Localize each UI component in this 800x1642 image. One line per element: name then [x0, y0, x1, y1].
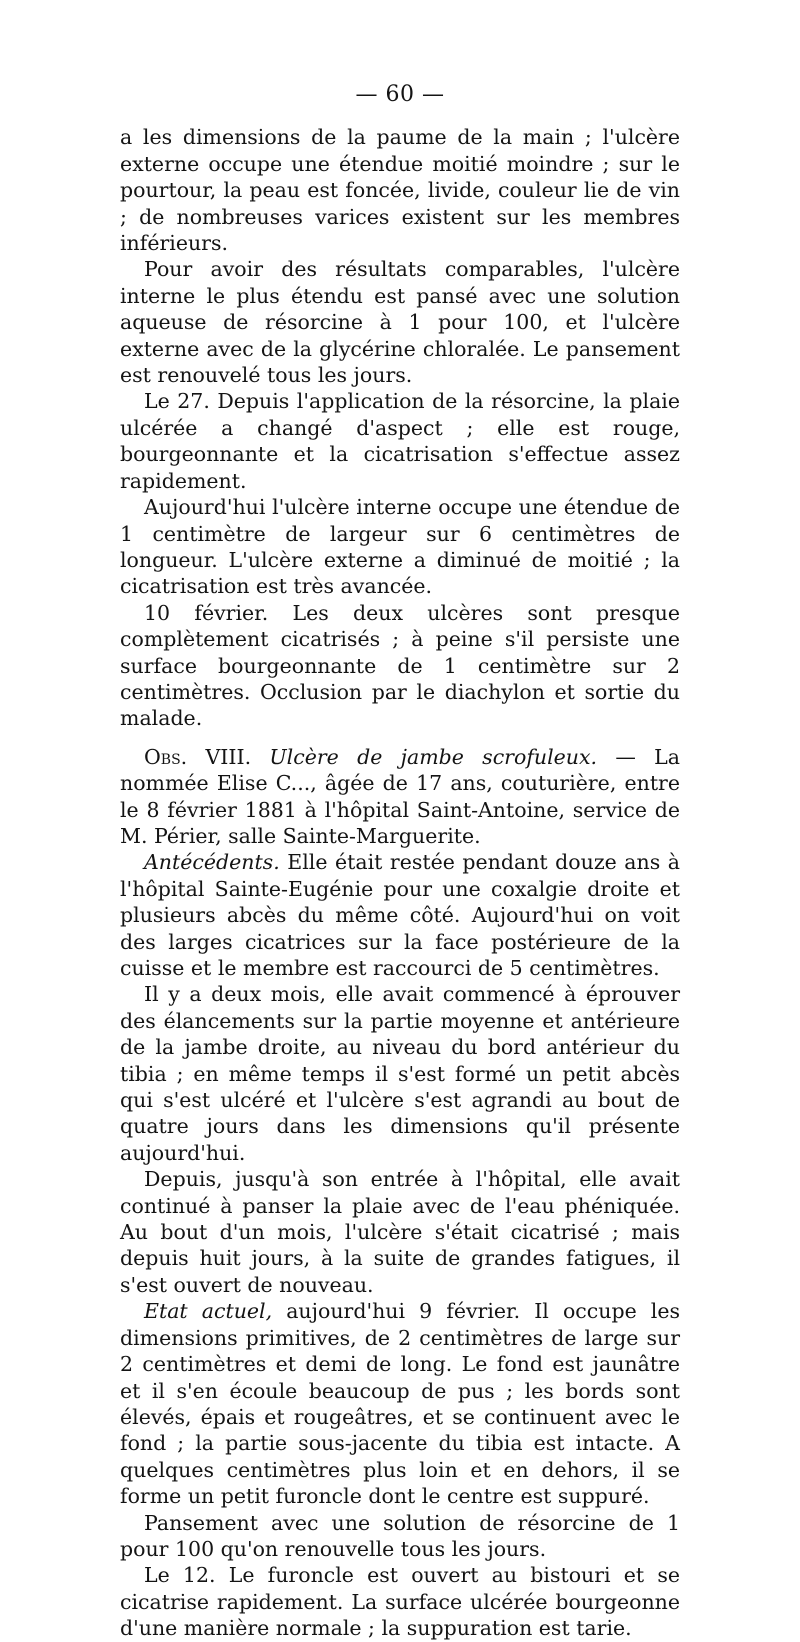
page-number: — 60 — — [355, 82, 445, 107]
etat-text: aujourd'hui 9 février. Il occupe les dimensions primitives, de 2 centimètres de large sur 2 centimètres et demi de long. Le fond est jaunâtre et il s'en écoule beaucoup de pus ; les bords sont élevés, épais et rougeâtres, et se continuent avec le fond ; la partie sous-jacente du tibia est intacte. A quelques centimètres plus loin et en dehors, il se forme un petit furoncle dont le centre est suppuré. — [120, 1299, 681, 1509]
paragraph-day-27: Le 27. Depuis l'application de la résorcine, la plaie ulcérée a changé d'aspect ; elle est rouge, bourgeonnante et la cicatrisation s'effectue assez rapidement. — [120, 389, 680, 493]
paragraph-continuation: a les dimensions de la paume de la main ; l'ulcère externe occupe une étendue moitié moindre ; sur le pourtour, la peau est foncée, livide, couleur lie de vin ; de nombreuses varices existent sur les membres inférieurs. — [120, 125, 680, 256]
paragraph-day-12: Le 12. Le furoncle est ouvert au bistouri et se cicatrise rapidement. La surface ulcérée bourgeonne d'une manière normale ; la suppuration est tarie. — [120, 1563, 680, 1641]
paragraph-since: Depuis, jusqu'à son entrée à l'hôpital, elle avait continué à panser la plaie avec de l'eau phéniquée. Au bout d'un mois, l'ulcère s'était cicatrisé ; mais depuis huit jours, à la suite de grandes fatigues, il s'est ouvert de nouveau. — [120, 1167, 680, 1297]
antecedents-paragraph — [120, 849, 680, 981]
book-page — [120, 82, 680, 1642]
etat-paragraph — [120, 1298, 680, 1509]
antecedents-text: Elle était restée pendant douze ans à l'hôpital Sainte-Eugénie pour une coxalgie droite et plusieurs abcès du même côté. Aujourd'hui on voit des larges cicatrices sur la face postérieure de la cuisse et le membre est raccourci de 5 centimètres. — [120, 850, 680, 980]
observation-label: Obs. VIII. — [144, 744, 252, 769]
observation-title: Ulcère de jambe scrofuleux. — [269, 744, 598, 769]
paragraph-dressing: Pansement avec une solution de résorcine de 1 pour 100 qu'on renouvelle tous les jours. — [120, 1510, 680, 1561]
antecedents-label: Antécédents. — [144, 850, 280, 875]
paragraph-today: Aujourd'hui l'ulcère interne occupe une étendue de 1 centimètre de largeur sur 6 centimètres de longueur. L'ulcère externe a diminué de moitié ; la cicatrisation est très avancée. — [120, 495, 680, 599]
observation-text: — La nommée Elise C..., âgée de 17 ans, couturière, entre le 8 février 1881 à l'hôpital Saint-Antoine, service de M. Périer, salle Sainte-Marguerite. — [120, 744, 680, 848]
paragraph-february-10: 10 février. Les deux ulcères sont presque complètement cicatrisés ; à peine s'il persiste une surface bourgeonnante de 1 centimètre sur 2 centimètres. Occlusion par le diachylon et sortie du malade. — [120, 600, 680, 731]
paragraph-two-months: Il y a deux mois, elle avait commencé à éprouver des élancements sur la partie moyenne et antérieure de la jambe droite, au niveau du bord antérieur du tibia ; en même temps il s'est formé un petit abcès qui s'est ulcéré et l'ulcère s'est agrandi au bout de quatre jours dans les dimensions qu'il présente aujourd'hui. — [120, 982, 680, 1165]
paragraph-treatment: Pour avoir des résultats comparables, l'ulcère interne le plus étendu est pansé avec une solution aqueuse de résorcine à 1 pour 100, et l'ulcère externe avec de la glycérine chloralée. Le pansement est renouvelé tous les jours. — [120, 257, 680, 388]
etat-label: Etat actuel, — [144, 1299, 273, 1324]
observation-paragraph — [120, 744, 680, 850]
